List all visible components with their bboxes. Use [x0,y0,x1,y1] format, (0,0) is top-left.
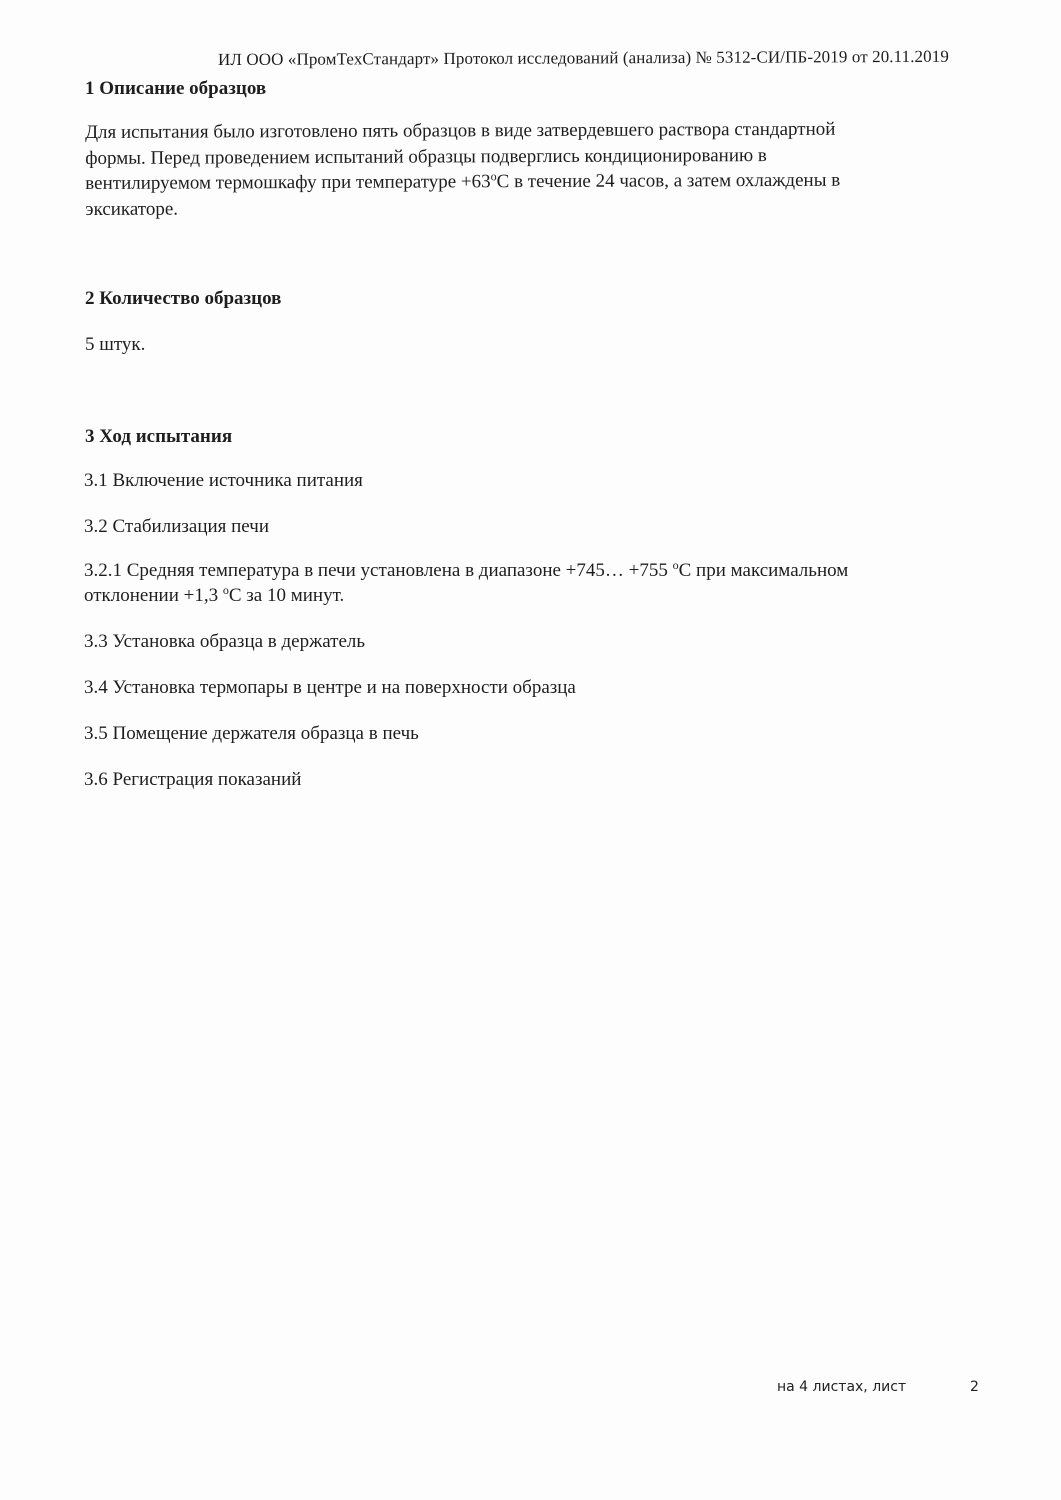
section-3-heading: 3 Ход испытания [85,426,233,447]
step-text: С при максимальном [678,560,849,581]
paragraph-line-text: С в течение 24 часов, а затем охлаждены в [496,169,841,193]
step-3-3: 3.3 Установка образца в держатель [84,631,366,652]
step-3-5: 3.5 Помещение держателя образца в печь [84,723,419,744]
step-3-2-1-line1 [84,560,848,582]
section-1-heading: 1 Описание образцов [85,78,267,99]
paragraph-line: Для испытания было изготовлено пять образцов в виде затвердевшего раствора стандартной [85,118,836,143]
step-3-2: 3.2 Стабилизация печи [84,516,269,537]
degree-superscript: о [222,583,229,597]
step-text: С за 10 минут. [228,585,345,606]
footer-sheets-label: на 4 листах, лист [777,1379,907,1395]
paragraph-line: формы. Перед проведением испытаний образцы подверглись кондиционированию в [85,144,767,169]
footer-page-number: 2 [970,1379,979,1395]
paragraph-line: эксикаторе. [85,198,179,220]
step-3-1: 3.1 Включение источника питания [84,470,363,491]
degree-superscript: о [490,169,497,184]
paragraph-line-text: вентилируемом термошкафу при температуре +63 [85,171,491,194]
step-3-6: 3.6 Регистрация показаний [84,769,302,790]
paragraph-line [85,167,955,196]
step-text: отклонении +1,3 [84,585,223,606]
step-3-2-1-line2 [84,585,344,607]
step-text: 3.2.1 Средняя температура в печи установлена в диапазоне +745… +755 [84,560,673,581]
degree-superscript: о [672,558,679,572]
section-2-heading: 2 Количество образцов [85,288,282,309]
sample-count-text: 5 штук. [85,334,146,355]
step-3-4: 3.4 Установка термопары в центре и на поверхности образца [84,677,576,698]
section-1-paragraph [85,116,955,222]
protocol-header: ИЛ ООО «ПромТехСтандарт» Протокол исследований (анализа) № 5312-СИ/ПБ-2019 от 20.11.2019 [217,46,949,69]
